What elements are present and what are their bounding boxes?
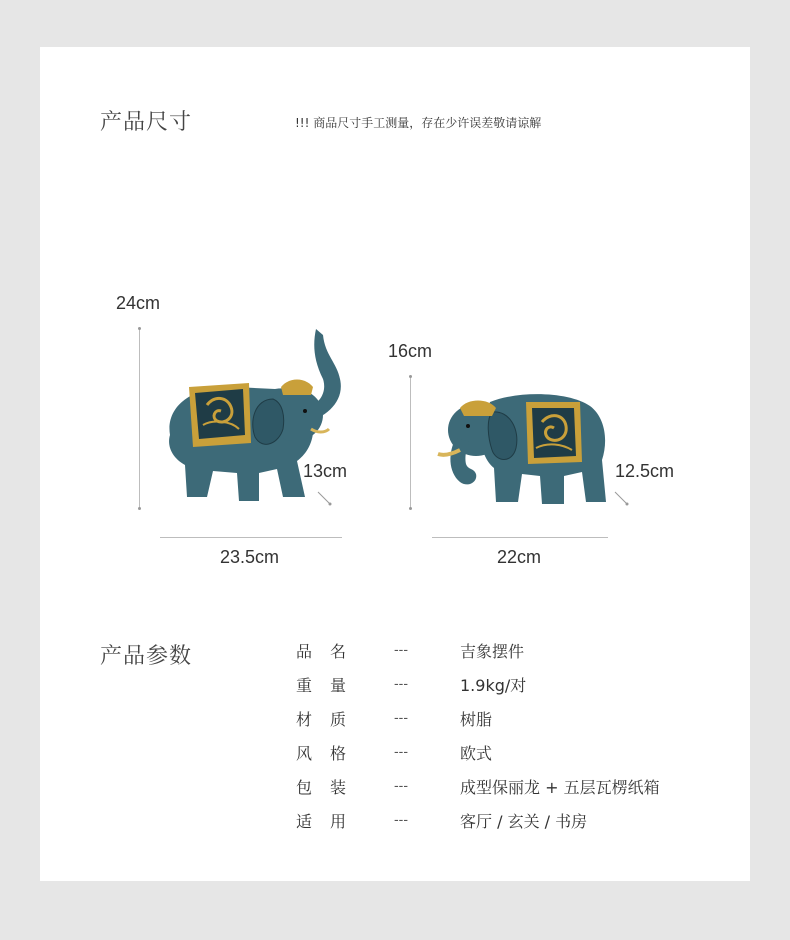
right-height-label: 16cm bbox=[388, 341, 433, 361]
spec-separator: --- bbox=[394, 743, 408, 759]
right-width-line bbox=[432, 537, 608, 538]
spec-label-style: 风格 bbox=[296, 744, 365, 763]
spec-label-usage: 适用 bbox=[296, 812, 365, 831]
right-depth-line bbox=[613, 490, 633, 508]
spec-separator: --- bbox=[394, 777, 408, 793]
spec-label-weight: 重量 bbox=[296, 676, 365, 695]
spec-separator: --- bbox=[394, 675, 408, 691]
measurement-note: !!! 商品尺寸手工测量，存在少许误差敬请谅解 bbox=[295, 116, 542, 130]
size-section-title: 产品尺寸 bbox=[100, 110, 193, 135]
product-card bbox=[40, 47, 750, 881]
left-height-label: 24cm bbox=[116, 293, 161, 313]
spec-separator: --- bbox=[394, 641, 408, 657]
spec-separator: --- bbox=[394, 709, 408, 725]
left-depth-label: 13cm bbox=[303, 461, 348, 481]
right-width-label: 22cm bbox=[497, 547, 542, 567]
spec-separator: --- bbox=[394, 811, 408, 827]
right-height-line bbox=[410, 377, 411, 509]
params-section-title: 产品参数 bbox=[100, 644, 193, 669]
spec-label-material: 材质 bbox=[296, 710, 365, 729]
spec-value-weight: 1.9kg/对 bbox=[460, 676, 527, 695]
left-height-line bbox=[139, 329, 140, 509]
spec-label-packaging: 包装 bbox=[296, 778, 365, 797]
spec-label-name: 品名 bbox=[296, 642, 365, 661]
elephant-right-image bbox=[430, 372, 615, 517]
spec-value-name: 吉象摆件 bbox=[460, 642, 525, 661]
left-height-tick-top bbox=[138, 327, 141, 330]
spec-value-usage: 客厅 / 玄关 / 书房 bbox=[460, 812, 588, 831]
right-depth-label: 12.5cm bbox=[615, 461, 675, 481]
spec-value-material: 树脂 bbox=[460, 710, 493, 729]
spec-value-packaging: 成型保丽龙 + 五层瓦楞纸箱 bbox=[460, 778, 660, 797]
spec-value-style: 欧式 bbox=[460, 744, 493, 763]
right-height-tick-bottom bbox=[409, 507, 412, 510]
right-height-tick-top bbox=[409, 375, 412, 378]
left-width-label: 23.5cm bbox=[220, 547, 280, 567]
elephant-left-image bbox=[155, 325, 350, 515]
left-width-line bbox=[160, 537, 342, 538]
left-height-tick-bottom bbox=[138, 507, 141, 510]
